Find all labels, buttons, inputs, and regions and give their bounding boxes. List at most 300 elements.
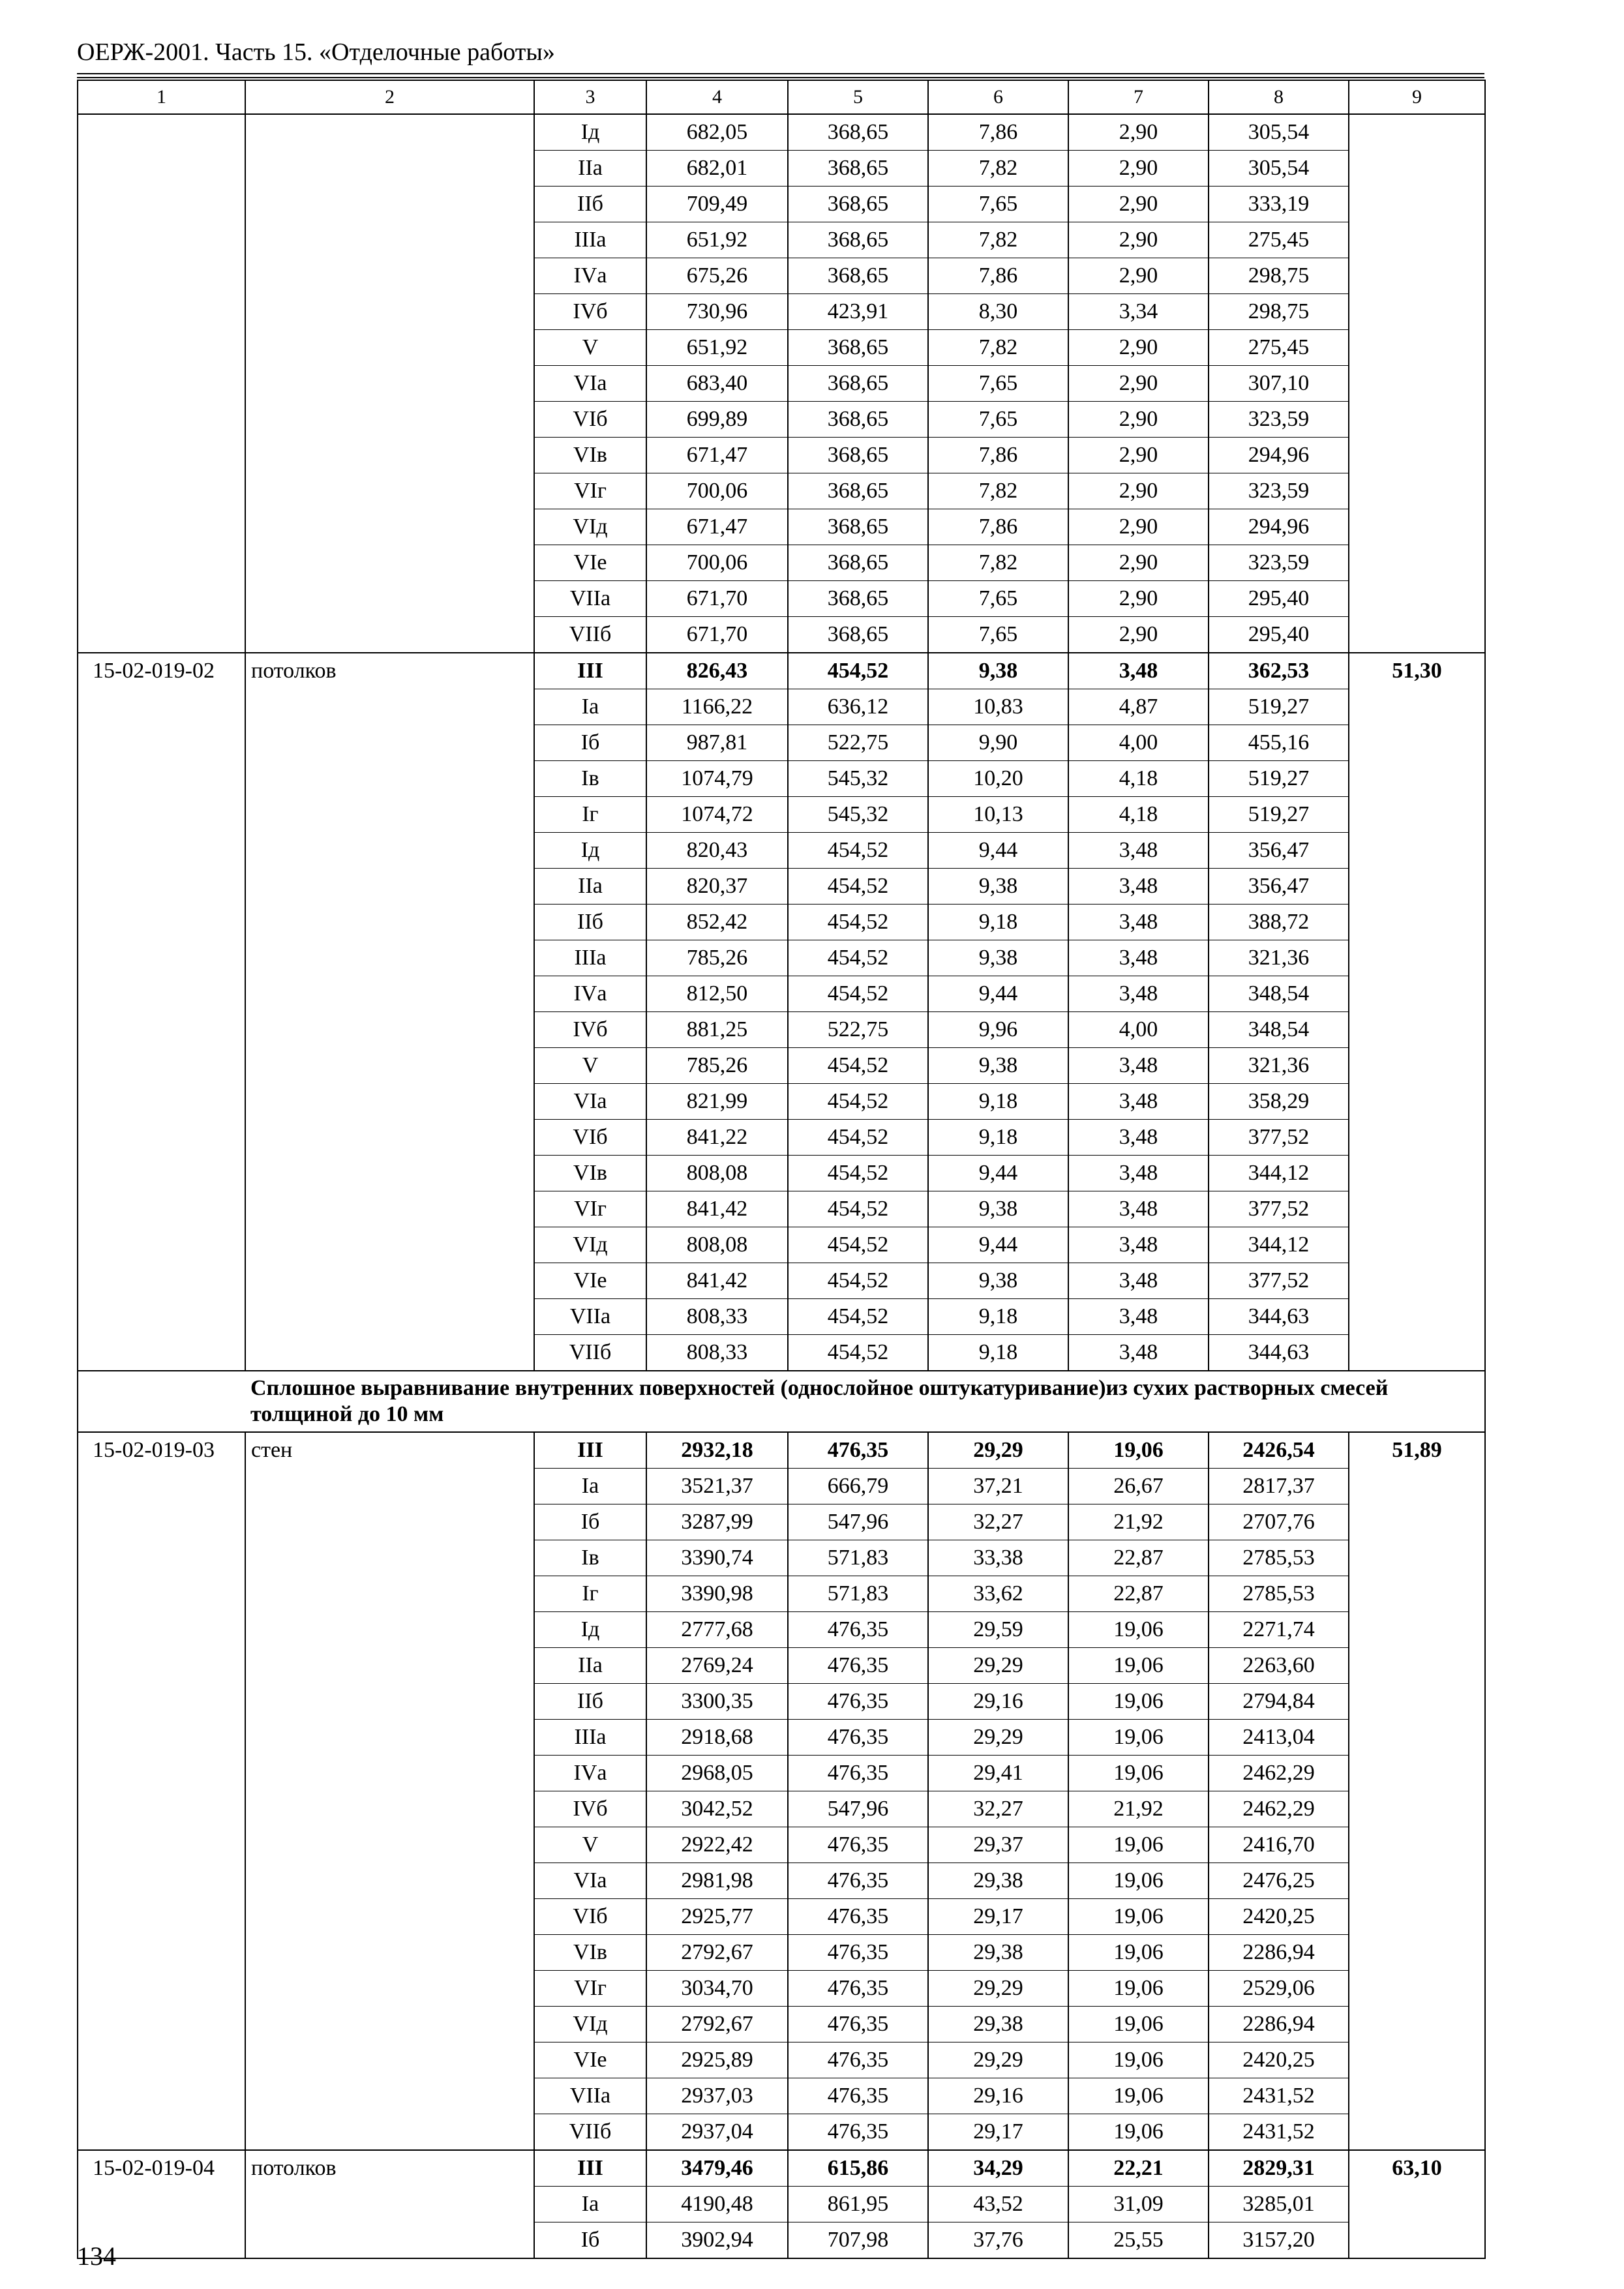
cost-value: 666,79: [788, 1469, 928, 1504]
cost-value: 841,42: [646, 1263, 788, 1299]
labor-value: [1349, 1504, 1485, 1540]
cost-value: 699,89: [646, 402, 788, 438]
labor-value: [1349, 1120, 1485, 1156]
rate-code: [78, 1612, 245, 1648]
cost-value: 454,52: [788, 833, 928, 869]
cost-value: 29,29: [928, 1432, 1068, 1469]
rate-subrow: [78, 1048, 1485, 1084]
cost-value: 454,52: [788, 1263, 928, 1299]
cost-value: 3,34: [1068, 294, 1209, 330]
cost-value: 305,54: [1209, 114, 1349, 151]
rate-subrow: [78, 2187, 1485, 2222]
cost-value: 9,38: [928, 1263, 1068, 1299]
rate-code: [78, 1899, 245, 1935]
cost-value: 9,38: [928, 1191, 1068, 1227]
cost-value: 9,18: [928, 1299, 1068, 1335]
rate-code: [78, 1684, 245, 1720]
rate-code: [78, 2114, 245, 2151]
cost-value: 368,65: [788, 258, 928, 294]
work-name: [245, 1227, 534, 1263]
zone-label: VIа: [534, 1084, 646, 1120]
rate-subrow: [78, 905, 1485, 940]
cost-value: 476,35: [788, 2042, 928, 2078]
rate-subrow: [78, 1156, 1485, 1191]
labor-value: [1349, 151, 1485, 187]
rate-subrow: [78, 976, 1485, 1012]
cost-value: 29,38: [928, 1935, 1068, 1971]
cost-value: 519,27: [1209, 761, 1349, 797]
rate-code: [78, 545, 245, 581]
cost-value: 22,87: [1068, 1576, 1209, 1612]
cost-value: 29,17: [928, 1899, 1068, 1935]
cost-value: 476,35: [788, 2007, 928, 2042]
cost-value: 368,65: [788, 473, 928, 509]
cost-value: 362,53: [1209, 653, 1349, 689]
cost-value: 29,29: [928, 1720, 1068, 1756]
zone-label: IIIа: [534, 940, 646, 976]
labor-value: [1349, 1935, 1485, 1971]
cost-value: 368,65: [788, 151, 928, 187]
rate-subrow: [78, 581, 1485, 617]
cost-value: 10,83: [928, 689, 1068, 725]
rate-subrow: [78, 1576, 1485, 1612]
cost-value: 7,86: [928, 114, 1068, 151]
cost-value: 671,47: [646, 509, 788, 545]
rate-subrow: [78, 869, 1485, 905]
cost-value: 2462,29: [1209, 1791, 1349, 1827]
cost-value: 32,27: [928, 1791, 1068, 1827]
rate-subrow: [78, 1191, 1485, 1227]
cost-value: 808,33: [646, 1299, 788, 1335]
column-header: 2: [245, 80, 534, 114]
zone-label: VIд: [534, 1227, 646, 1263]
labor-value: [1349, 761, 1485, 797]
work-name: стен: [245, 1432, 534, 1469]
labor-value: [1349, 1720, 1485, 1756]
cost-value: 1074,79: [646, 761, 788, 797]
zone-label: Iв: [534, 761, 646, 797]
cost-value: 476,35: [788, 1432, 928, 1469]
cost-value: 987,81: [646, 725, 788, 761]
cost-value: 31,09: [1068, 2187, 1209, 2222]
work-name: [245, 2042, 534, 2078]
cost-value: 321,36: [1209, 1048, 1349, 1084]
cost-value: 709,49: [646, 187, 788, 222]
rate-subrow: [78, 1863, 1485, 1899]
cost-value: 615,86: [788, 2150, 928, 2187]
cost-value: 3390,98: [646, 1576, 788, 1612]
zone-label: Iб: [534, 2222, 646, 2259]
zone-label: VIб: [534, 1120, 646, 1156]
rate-code: [78, 1084, 245, 1120]
zone-label: Iд: [534, 114, 646, 151]
cost-value: 454,52: [788, 940, 928, 976]
rate-subrow: [78, 294, 1485, 330]
cost-value: 821,99: [646, 1084, 788, 1120]
work-name: потолков: [245, 2150, 534, 2187]
rate-code: [78, 366, 245, 402]
rate-subrow: [78, 187, 1485, 222]
work-name: [245, 294, 534, 330]
labor-value: [1349, 258, 1485, 294]
cost-value: 2785,53: [1209, 1576, 1349, 1612]
zone-label: IIIа: [534, 1720, 646, 1756]
cost-value: 9,96: [928, 1012, 1068, 1048]
cost-value: 2286,94: [1209, 2007, 1349, 2042]
work-name: [245, 1504, 534, 1540]
cost-value: 881,25: [646, 1012, 788, 1048]
cost-value: 9,18: [928, 1335, 1068, 1371]
cost-value: 671,47: [646, 438, 788, 473]
cost-value: 321,36: [1209, 940, 1349, 976]
rate-subrow: [78, 1335, 1485, 1371]
rate-code: [78, 1863, 245, 1899]
cost-value: 682,01: [646, 151, 788, 187]
zone-label: IIа: [534, 1648, 646, 1684]
cost-value: 2,90: [1068, 438, 1209, 473]
labor-value: [1349, 797, 1485, 833]
work-name: [245, 1971, 534, 2007]
rate-code: [78, 1120, 245, 1156]
work-name: [245, 1648, 534, 1684]
rate-subrow: [78, 1971, 1485, 2007]
cost-value: 388,72: [1209, 905, 1349, 940]
work-name: [245, 1935, 534, 1971]
rate-code: [78, 294, 245, 330]
zone-label: VIв: [534, 1935, 646, 1971]
labor-value: [1349, 294, 1485, 330]
cost-value: 358,29: [1209, 1084, 1349, 1120]
rate-subrow: [78, 617, 1485, 653]
labor-value: [1349, 1612, 1485, 1648]
work-name: [245, 797, 534, 833]
cost-value: 7,82: [928, 222, 1068, 258]
zone-label: VIIа: [534, 581, 646, 617]
rate-subrow: [78, 2042, 1485, 2078]
rate-main-row: [78, 2150, 1485, 2187]
zone-label: Iд: [534, 833, 646, 869]
cost-value: 368,65: [788, 438, 928, 473]
cost-value: 571,83: [788, 1576, 928, 1612]
cost-value: 476,35: [788, 1971, 928, 2007]
work-name: [245, 1469, 534, 1504]
work-name: [245, 1263, 534, 1299]
cost-value: 841,42: [646, 1191, 788, 1227]
cost-value: 651,92: [646, 330, 788, 366]
page-header-title: ОЕРЖ-2001. Часть 15. «Отделочные работы»: [77, 38, 555, 66]
cost-value: 2937,03: [646, 2078, 788, 2114]
cost-value: 2932,18: [646, 1432, 788, 1469]
work-name: [245, 869, 534, 905]
work-name: [245, 976, 534, 1012]
rate-subrow: [78, 940, 1485, 976]
cost-value: 348,54: [1209, 976, 1349, 1012]
rate-code: [78, 1012, 245, 1048]
work-name: [245, 1191, 534, 1227]
cost-value: 295,40: [1209, 581, 1349, 617]
labor-value: [1349, 1576, 1485, 1612]
cost-value: 25,55: [1068, 2222, 1209, 2259]
cost-value: 22,21: [1068, 2150, 1209, 2187]
labor-value: [1349, 1469, 1485, 1504]
rate-code: [78, 1469, 245, 1504]
work-name: [245, 2078, 534, 2114]
cost-value: 32,27: [928, 1504, 1068, 1540]
cost-value: 19,06: [1068, 2078, 1209, 2114]
cost-value: 3,48: [1068, 976, 1209, 1012]
cost-value: 3,48: [1068, 869, 1209, 905]
rate-code: [78, 761, 245, 797]
cost-value: 29,16: [928, 1684, 1068, 1720]
rate-code: [78, 869, 245, 905]
cost-value: 545,32: [788, 797, 928, 833]
cost-value: 2,90: [1068, 402, 1209, 438]
cost-value: 454,52: [788, 1227, 928, 1263]
rate-subrow: [78, 797, 1485, 833]
rate-code: [78, 438, 245, 473]
rate-code: 15-02-019-02: [78, 653, 245, 689]
cost-value: 19,06: [1068, 1971, 1209, 2007]
cost-value: 2,90: [1068, 258, 1209, 294]
labor-value: [1349, 1791, 1485, 1827]
zone-label: VIе: [534, 545, 646, 581]
labor-value: [1349, 114, 1485, 151]
work-name: [245, 1899, 534, 1935]
cost-value: 2937,04: [646, 2114, 788, 2151]
rate-code: [78, 1576, 245, 1612]
cost-value: 820,43: [646, 833, 788, 869]
rate-code: 15-02-019-04: [78, 2150, 245, 2187]
cost-value: 808,08: [646, 1227, 788, 1263]
rate-subrow: [78, 1791, 1485, 1827]
cost-value: 344,63: [1209, 1335, 1349, 1371]
cost-value: 2794,84: [1209, 1684, 1349, 1720]
work-name: [245, 689, 534, 725]
labor-value: [1349, 869, 1485, 905]
cost-value: 476,35: [788, 1863, 928, 1899]
cost-value: 808,08: [646, 1156, 788, 1191]
zone-label: VIIб: [534, 617, 646, 653]
labor-value: [1349, 1756, 1485, 1791]
rate-subrow: [78, 2078, 1485, 2114]
work-name: [245, 402, 534, 438]
column-header: 8: [1209, 80, 1349, 114]
section-blank-cell: [78, 1371, 245, 1432]
cost-value: 7,65: [928, 402, 1068, 438]
zone-label: V: [534, 1827, 646, 1863]
work-name: [245, 473, 534, 509]
cost-value: 423,91: [788, 294, 928, 330]
rate-main-row: [78, 1432, 1485, 1469]
labor-value: [1349, 1299, 1485, 1335]
cost-value: 454,52: [788, 1084, 928, 1120]
cost-value: 294,96: [1209, 509, 1349, 545]
rate-code: [78, 114, 245, 151]
cost-value: 700,06: [646, 473, 788, 509]
cost-value: 368,65: [788, 545, 928, 581]
cost-value: 2,90: [1068, 545, 1209, 581]
cost-value: 368,65: [788, 617, 928, 653]
labor-value: [1349, 1084, 1485, 1120]
work-name: [245, 1827, 534, 1863]
rate-code: [78, 1048, 245, 1084]
cost-value: 7,65: [928, 617, 1068, 653]
work-name: [245, 1684, 534, 1720]
cost-value: 2817,37: [1209, 1469, 1349, 1504]
column-number-row: [78, 80, 1485, 114]
rate-subrow: [78, 258, 1485, 294]
zone-label: IIIа: [534, 222, 646, 258]
cost-value: 2416,70: [1209, 1827, 1349, 1863]
cost-value: 2,90: [1068, 366, 1209, 402]
rate-code: [78, 797, 245, 833]
work-name: [245, 725, 534, 761]
cost-value: 29,16: [928, 2078, 1068, 2114]
rate-subrow: [78, 725, 1485, 761]
cost-value: 522,75: [788, 725, 928, 761]
cost-value: 19,06: [1068, 1935, 1209, 1971]
zone-label: VIIб: [534, 2114, 646, 2151]
cost-value: 7,82: [928, 151, 1068, 187]
cost-value: 476,35: [788, 1827, 928, 1863]
rate-code: [78, 2042, 245, 2078]
rate-code: [78, 222, 245, 258]
zone-label: IIб: [534, 187, 646, 222]
cost-value: 19,06: [1068, 1827, 1209, 1863]
rate-subrow: [78, 114, 1485, 151]
cost-value: 454,52: [788, 1335, 928, 1371]
zone-label: III: [534, 2150, 646, 2187]
labor-value: [1349, 725, 1485, 761]
work-name: [245, 1120, 534, 1156]
zone-label: VIв: [534, 1156, 646, 1191]
cost-value: 2785,53: [1209, 1540, 1349, 1576]
work-name: [245, 545, 534, 581]
work-name: [245, 1299, 534, 1335]
rate-subrow: [78, 1899, 1485, 1935]
cost-value: 7,65: [928, 581, 1068, 617]
cost-value: 377,52: [1209, 1191, 1349, 1227]
labor-value: [1349, 222, 1485, 258]
work-name: [245, 2114, 534, 2151]
cost-value: 294,96: [1209, 438, 1349, 473]
cost-value: 7,82: [928, 545, 1068, 581]
cost-value: 675,26: [646, 258, 788, 294]
cost-value: 455,16: [1209, 725, 1349, 761]
cost-value: 4,00: [1068, 1012, 1209, 1048]
rate-subrow: [78, 2007, 1485, 2042]
labor-value: 63,10: [1349, 2150, 1485, 2187]
rate-subrow: [78, 1263, 1485, 1299]
cost-value: 9,18: [928, 905, 1068, 940]
work-name: [245, 2222, 534, 2259]
rate-code: [78, 581, 245, 617]
cost-value: 2925,89: [646, 2042, 788, 2078]
work-name: [245, 940, 534, 976]
cost-value: 344,12: [1209, 1156, 1349, 1191]
labor-value: [1349, 2114, 1485, 2151]
cost-value: 785,26: [646, 1048, 788, 1084]
cost-value: 682,05: [646, 114, 788, 151]
labor-value: [1349, 1684, 1485, 1720]
rate-code: [78, 725, 245, 761]
work-name: [245, 438, 534, 473]
cost-value: 3300,35: [646, 1684, 788, 1720]
rate-subrow: [78, 2114, 1485, 2151]
labor-value: [1349, 187, 1485, 222]
labor-value: [1349, 2187, 1485, 2222]
cost-value: 37,21: [928, 1469, 1068, 1504]
zone-label: VIд: [534, 2007, 646, 2042]
section-heading-row: [78, 1371, 1485, 1432]
labor-value: [1349, 1263, 1485, 1299]
labor-value: [1349, 438, 1485, 473]
cost-value: 9,38: [928, 653, 1068, 689]
rate-subrow: [78, 761, 1485, 797]
rate-subrow: [78, 1012, 1485, 1048]
rate-code: [78, 1720, 245, 1756]
labor-value: [1349, 1227, 1485, 1263]
rate-subrow: [78, 1227, 1485, 1263]
cost-value: 547,96: [788, 1504, 928, 1540]
zone-label: Iа: [534, 2187, 646, 2222]
cost-value: 671,70: [646, 581, 788, 617]
cost-value: 19,06: [1068, 1899, 1209, 1935]
cost-value: 368,65: [788, 187, 928, 222]
cost-value: 2829,31: [1209, 2150, 1349, 2187]
rate-code: [78, 1971, 245, 2007]
rate-code: [78, 1827, 245, 1863]
cost-value: 545,32: [788, 761, 928, 797]
cost-value: 730,96: [646, 294, 788, 330]
rate-code: [78, 1335, 245, 1371]
labor-value: [1349, 1863, 1485, 1899]
labor-value: [1349, 2007, 1485, 2042]
rate-subrow: [78, 366, 1485, 402]
zone-label: Iа: [534, 689, 646, 725]
cost-value: 323,59: [1209, 473, 1349, 509]
cost-value: 1166,22: [646, 689, 788, 725]
cost-value: 852,42: [646, 905, 788, 940]
cost-value: 43,52: [928, 2187, 1068, 2222]
cost-value: 2431,52: [1209, 2078, 1349, 2114]
cost-value: 22,87: [1068, 1540, 1209, 1576]
cost-value: 2792,67: [646, 2007, 788, 2042]
work-name: [245, 581, 534, 617]
work-name: [245, 258, 534, 294]
zone-label: IIб: [534, 905, 646, 940]
rate-main-row: [78, 653, 1485, 689]
cost-value: 2,90: [1068, 187, 1209, 222]
rate-code: [78, 1227, 245, 1263]
zone-label: VIIб: [534, 1335, 646, 1371]
cost-value: 454,52: [788, 976, 928, 1012]
rate-subrow: [78, 1756, 1485, 1791]
work-name: [245, 617, 534, 653]
rate-code: [78, 2187, 245, 2222]
cost-value: 323,59: [1209, 545, 1349, 581]
rate-code: [78, 151, 245, 187]
section-title: Сплошное выравнивание внутренних поверхностей (однослойное оштукатуривание)из сухих растворных смесей толщиной до 10 мм: [245, 1371, 1485, 1432]
cost-value: 21,92: [1068, 1791, 1209, 1827]
cost-value: 19,06: [1068, 1612, 1209, 1648]
rate-subrow: [78, 1504, 1485, 1540]
rates-table: [77, 80, 1486, 2259]
cost-value: 476,35: [788, 1684, 928, 1720]
cost-value: 820,37: [646, 869, 788, 905]
rate-code: [78, 473, 245, 509]
work-name: [245, 1791, 534, 1827]
